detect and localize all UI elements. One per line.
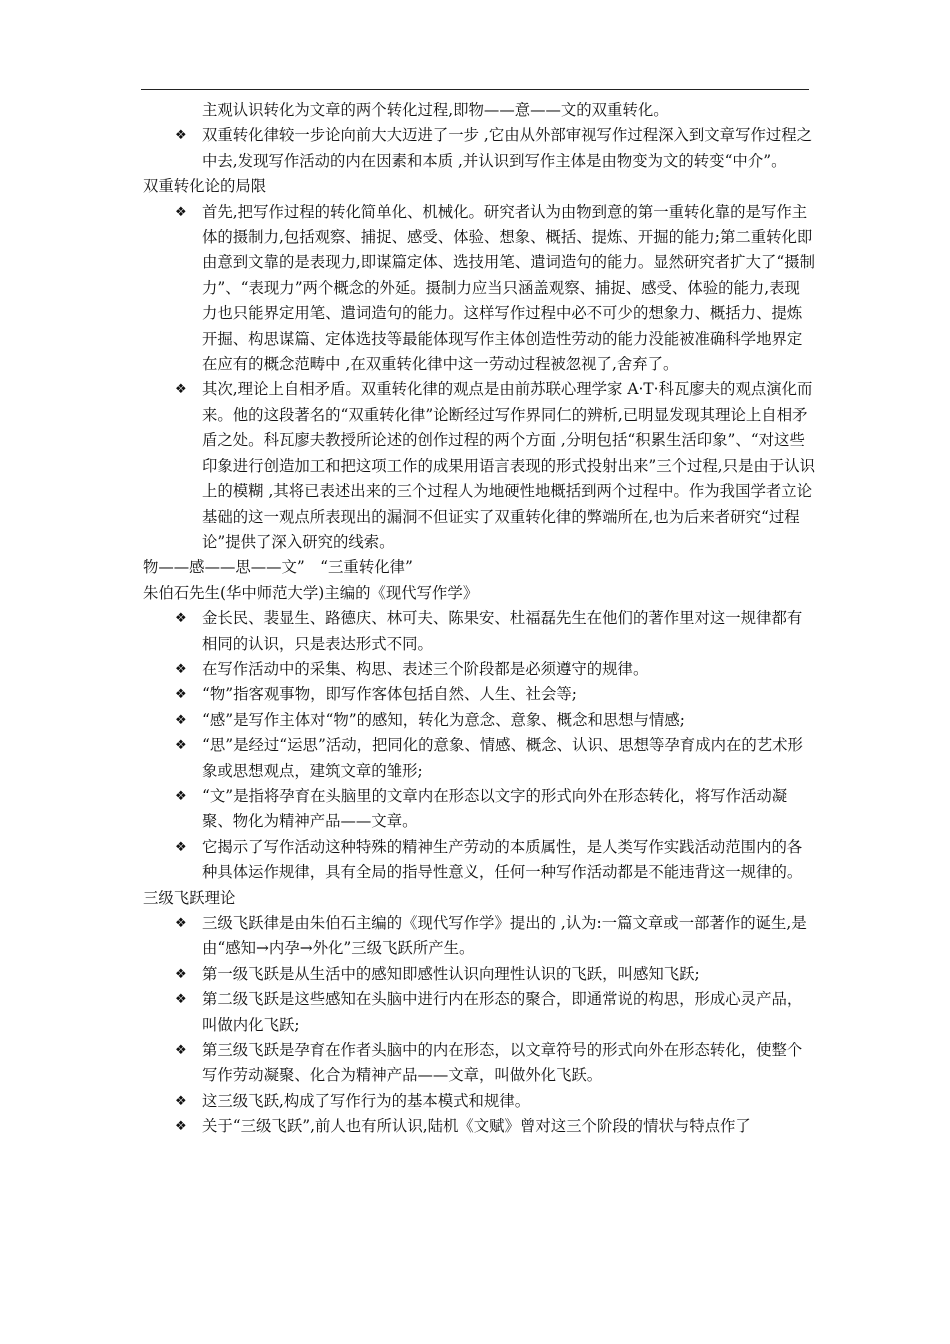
list-item-text: “物”指客观事物，即写作客体包括自然、人生、社会等;: [202, 685, 577, 704]
list-item-text: 金长民、裴显生、路德庆、林可夫、陈果安、杜福磊先生在他们的著作里对这一规律都有相同的认识，只是表达形式不同。: [202, 609, 803, 653]
list-item-text: “文”是指将孕育在头脑里的文章内在形态以文字的形式向外在形态转化，将写作活动凝聚、物化为精神产品——文章。: [202, 786, 788, 831]
list-item: [143, 911, 815, 962]
list-item: [143, 377, 815, 555]
list-item: [143, 1089, 815, 1114]
diamond-star-bullet-icon: ❖: [175, 382, 187, 398]
list-item: [143, 733, 815, 784]
diamond-star-bullet-icon: ❖: [175, 712, 187, 728]
list-item: [143, 987, 815, 1038]
list-item-text: 首先,把写作过程的转化简单化、机械化。研究者认为由物到意的第一重转化靠的是写作主体的摄制力,包括观察、捕捉、感受、体验、想象、概括、提炼、开掘的能力;第二重转化即由意到文靠的是表现力,即谋篇定体、选技用笔、遣词造句的能力。显然研究者扩大了“摄制力”、“表现力”两个概念的外延。摄制力应当只涵盖观察、捕捉、感受、体验的能力,表现力也只能界定用笔、遣词造句的能力。这样写作过程中必不可少的想象力、概括力、提炼开掘、构思谋篇、定体选技等最能体现写作主体创造性劳动的能力没能被准确科学地界定在应有的概念范畴中 ,在双重转化律中这一劳动过程被忽视了,舍弃了。: [202, 202, 815, 374]
document-body: [143, 98, 815, 1140]
bullet-list: [143, 606, 815, 885]
list-item-text: 第一级飞跃是从生活中的感知即感性认识向理性认识的飞跃，叫感知飞跃;: [202, 964, 700, 983]
list-item-text: 关于“三级飞跃”,前人也有所认识,陆机《文赋》曾对这三个阶段的情状与特点作了: [202, 1117, 751, 1136]
list-item: [143, 962, 815, 987]
diamond-star-bullet-icon: ❖: [175, 839, 187, 855]
diamond-star-bullet-icon: ❖: [175, 687, 187, 703]
list-item: [143, 657, 815, 682]
continuation-text: 主观认识转化为文章的两个转化过程,即物——意——文的双重转化。: [202, 101, 669, 119]
bullet-list: [143, 123, 815, 174]
diamond-star-bullet-icon: ❖: [175, 1119, 187, 1135]
diamond-star-bullet-icon: ❖: [175, 966, 187, 982]
section-heading: 朱伯石先生(华中师范大学)主编的《现代写作学》: [143, 583, 479, 602]
list-item-text: 双重转化律较一步论向前大大迈进了一步 ,它由从外部审视写作过程深入到文章写作过程之中去,发现写作活动的内在因素和本质 ,并认识到写作主体是由物变为文的转变“中介”。: [202, 126, 813, 170]
list-item: [143, 1114, 815, 1139]
diamond-star-bullet-icon: ❖: [175, 1043, 187, 1059]
diamond-star-bullet-icon: ❖: [175, 992, 187, 1008]
list-item: [143, 835, 815, 886]
list-item-text: 第三级飞跃是孕育在作者头脑中的内在形态，以文章符号的形式向外在形态转化，使整个写作劳动凝聚、化合为精神产品——文章，叫做外化飞跃。: [202, 1041, 803, 1085]
diamond-star-bullet-icon: ❖: [175, 916, 187, 931]
diamond-star-bullet-icon: ❖: [175, 128, 187, 144]
list-item: [143, 606, 815, 657]
bullet-list: [143, 911, 815, 1140]
list-item: [143, 1038, 815, 1089]
diamond-star-bullet-icon: ❖: [175, 1093, 187, 1109]
list-item: [143, 784, 815, 835]
list-item: [143, 123, 815, 174]
list-item: [143, 682, 815, 707]
bullet-list: [143, 200, 815, 556]
list-item: [143, 200, 815, 378]
diamond-star-bullet-icon: ❖: [175, 661, 187, 677]
list-item-text: 它揭示了写作活动这种特殊的精神生产劳动的本质属性，是人类写作实践活动范围内的各种具体运作规律，具有全局的指导性意义，任何一种写作活动都是不能违背这一规律的。: [202, 837, 803, 882]
header-rule: [141, 89, 809, 90]
section-heading: 三级飞跃理论: [143, 888, 236, 907]
section-heading: 双重转化论的局限: [143, 177, 267, 196]
list-item-text: 三级飞跃律是由朱伯石主编的《现代写作学》提出的 ,认为:一篇文章或一部著作的诞生,是由“感知→内孕→外化”三级飞跃所产生。: [202, 914, 807, 958]
list-item-text: 其次,理论上自相矛盾。双重转化律的观点是由前苏联心理学家 A·T·科瓦廖夫的观点演化而来。他的这段著名的“双重转化律”论断经过写作界同仁的辨析,已明显发现其理论上自相矛盾之处。科瓦廖夫教授所论述的创作过程的两个方面 ,分明包括“积累生活印象”、“对这些印象进行创造加工和把这项工作的成果用语言表现的形式投射出来”三个过程,只是由于认识上的模糊 ,其将已表述出来的三个过程人为地硬性地概括到两个过程中。作为我国学者立论基础的这一观点所表现出的漏洞不但证实了双重转化律的弊端所在,也为后来者研究“过程论”提供了深入研究的线索。: [202, 380, 815, 551]
list-item: [143, 708, 815, 733]
list-item-text: 在写作活动中的采集、构思、表述三个阶段都是必须遵守的规律。: [202, 659, 649, 678]
diamond-star-bullet-icon: ❖: [175, 738, 187, 754]
list-item-text: “感”是写作主体对“物”的感知，转化为意念、意象、概念和思想与情感;: [202, 710, 685, 729]
list-item-text: 第二级飞跃是这些感知在头脑中进行内在形态的聚合，即通常说的构思，形成心灵产品，叫做内化飞跃;: [202, 990, 803, 1034]
section-heading: 物——感——思——文” “三重转化律”: [143, 558, 413, 577]
list-item-text: 这三级飞跃,构成了写作行为的基本模式和规律。: [202, 1091, 531, 1110]
diamond-star-bullet-icon: ❖: [175, 788, 187, 804]
list-item-text: “思”是经过“运思”活动，把同化的意象、情感、概念、认识、思想等孕育成内在的艺术形象或思想观点，建筑文章的雏形;: [202, 736, 803, 780]
diamond-star-bullet-icon: ❖: [175, 611, 187, 627]
diamond-star-bullet-icon: ❖: [175, 204, 187, 220]
